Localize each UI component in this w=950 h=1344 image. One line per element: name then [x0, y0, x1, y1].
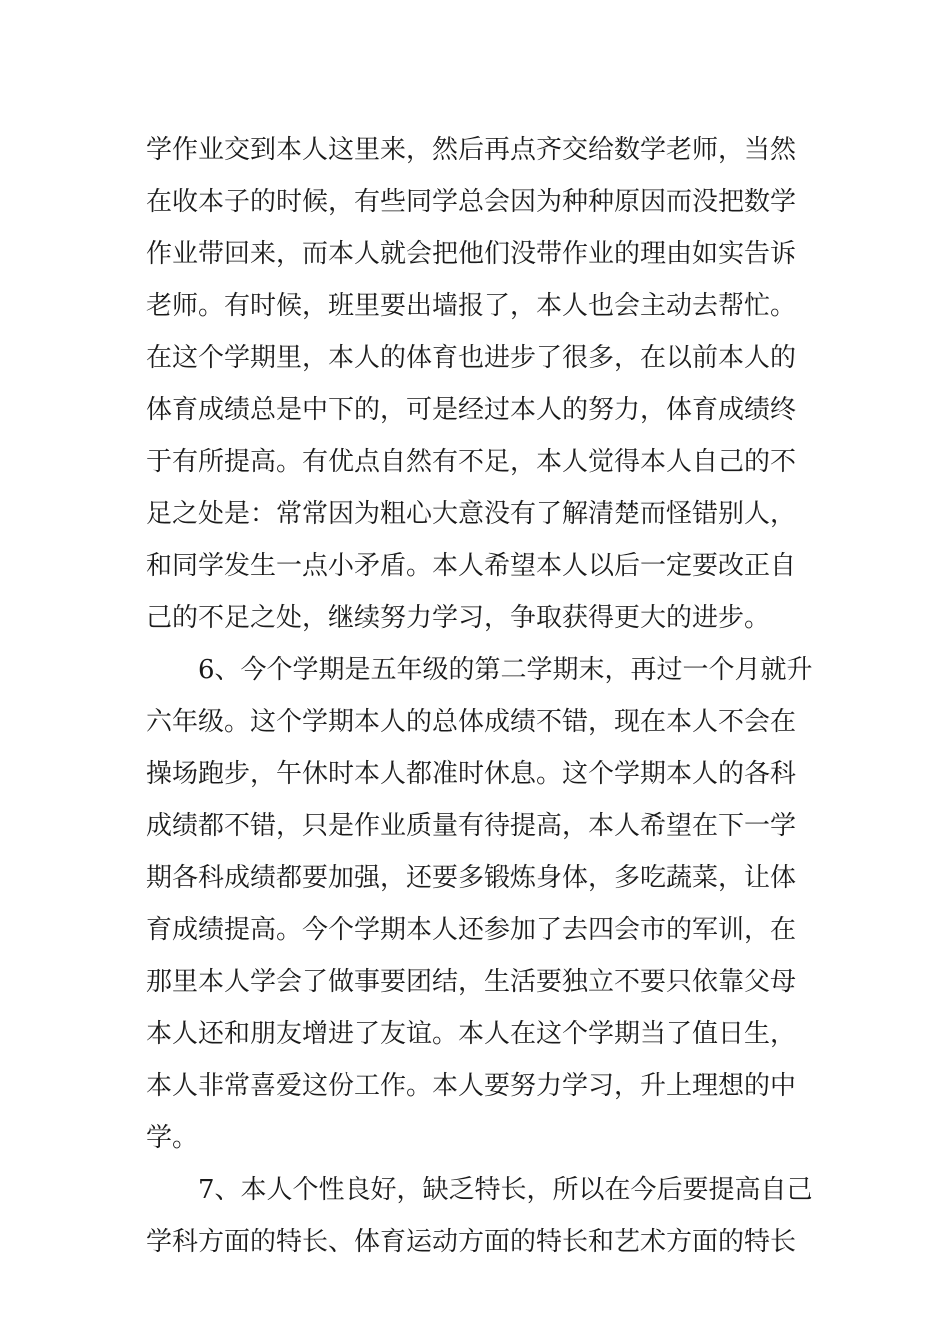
paragraph-continued: [146, 124, 816, 644]
text-line: 于有所提高。有优点自然有不足，本人觉得本人自己的不: [146, 447, 797, 477]
text-line: 作业带回来，而本人就会把他们没带作业的理由如实告诉: [146, 239, 797, 269]
text-line: 期各科成绩都要加强，还要多锻炼身体，多吃蔬菜，让体: [146, 863, 797, 893]
text-line: 学。: [146, 1123, 199, 1153]
text-line: 本人还和朋友增进了友谊。本人在这个学期当了值日生，: [146, 1019, 797, 1049]
text-line: 成绩都不错，只是作业质量有待提高，本人希望在下一学: [146, 811, 797, 841]
paragraph-7: [146, 1164, 816, 1268]
text-line: 己的不足之处，继续努力学习，争取获得更大的进步。: [146, 603, 771, 633]
text-line: 老师。有时候，班里要出墙报了，本人也会主动去帮忙。: [146, 291, 797, 321]
text-line: 在这个学期里，本人的体育也进步了很多，在以前本人的: [146, 343, 797, 373]
text-line: 和同学发生一点小矛盾。本人希望本人以后一定要改正自: [146, 551, 797, 581]
text-line: 那里本人学会了做事要团结，生活要独立不要只依靠父母: [146, 967, 797, 997]
text-line: 学作业交到本人这里来，然后再点齐交给数学老师，当然: [146, 135, 797, 165]
text-line: 在收本子的时候，有些同学总会因为种种原因而没把数学: [146, 187, 797, 217]
text-line: 操场跑步，午休时本人都准时休息。这个学期本人的各科: [146, 759, 797, 789]
text-line: 6、今个学期是五年级的第二学期末，再过一个月就升: [198, 655, 813, 685]
text-line: 本人非常喜爱这份工作。本人要努力学习，升上理想的中: [146, 1071, 797, 1101]
paragraph-6: [146, 644, 816, 1164]
text-line: 7、本人个性良好，缺乏特长，所以在今后要提高自己: [198, 1175, 813, 1205]
text-line: 体育成绩总是中下的，可是经过本人的努力，体育成绩终: [146, 395, 797, 425]
text-line: 育成绩提高。今个学期本人还参加了去四会市的军训，在: [146, 915, 797, 945]
text-line: 六年级。这个学期本人的总体成绩不错，现在本人不会在: [146, 707, 797, 737]
text-line: 学科方面的特长、体育运动方面的特长和艺术方面的特长: [146, 1227, 797, 1257]
document-body: [146, 124, 816, 1268]
text-line: 足之处是：常常因为粗心大意没有了解清楚而怪错别人，: [146, 499, 797, 529]
